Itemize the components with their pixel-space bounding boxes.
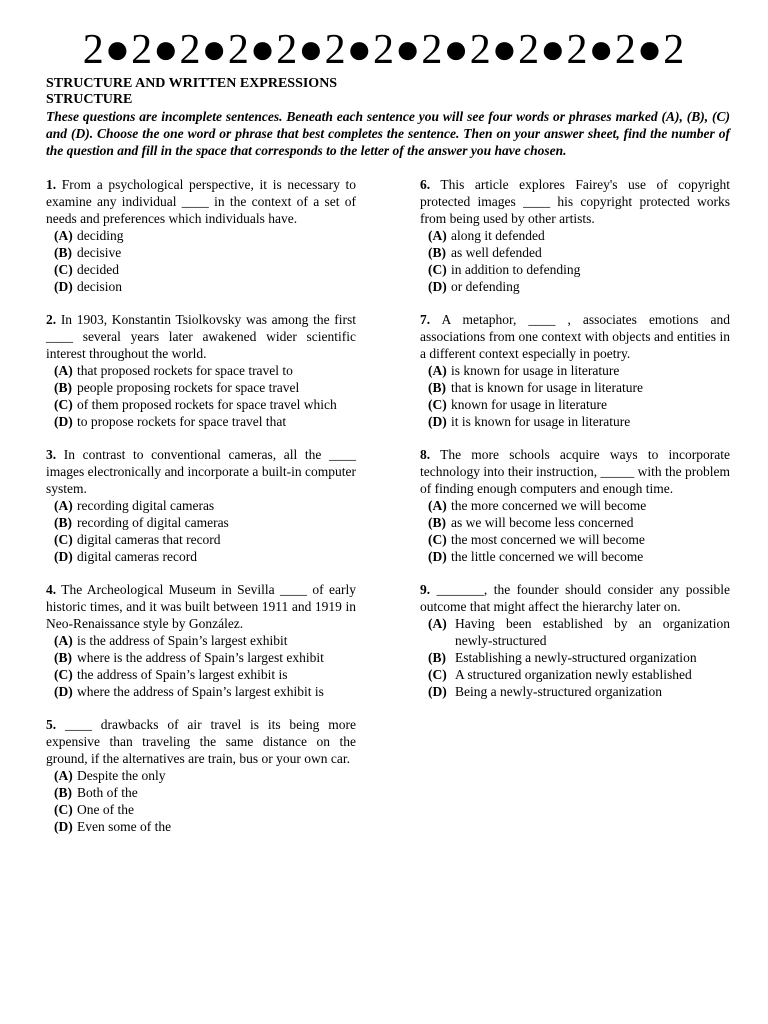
page-number-banner: 2●2●2●2●2●2●2●2●2●2●2●2●2 — [82, 27, 686, 73]
option-a[interactable] — [46, 632, 356, 649]
option-text: A structured organization newly established — [455, 667, 692, 682]
option-d[interactable] — [46, 683, 356, 700]
option-a[interactable] — [420, 615, 730, 649]
answer-options — [420, 615, 730, 700]
option-text: the address of Spain’s largest exhibit is — [77, 667, 288, 682]
question-stem — [46, 446, 356, 497]
question-1 — [46, 176, 356, 295]
option-d[interactable] — [46, 548, 356, 565]
option-b[interactable] — [420, 514, 730, 531]
question-text: From a psychological perspective, it is necessary to examine any individual ____ in the context of a set of needs and preferences which individuals have. — [46, 177, 356, 226]
option-letter: (A) — [54, 498, 73, 513]
option-letter: (C) — [54, 397, 73, 412]
option-c[interactable] — [46, 801, 356, 818]
option-c[interactable] — [46, 666, 356, 683]
option-text: the little concerned we will become — [451, 549, 644, 564]
answer-options — [46, 497, 356, 565]
question-6 — [420, 176, 730, 295]
option-d[interactable] — [420, 413, 730, 430]
question-stem — [46, 581, 356, 632]
right-column — [420, 176, 730, 716]
question-stem — [420, 581, 730, 615]
option-b[interactable] — [46, 244, 356, 261]
question-text: _______, the founder should consider any possible outcome that might affect the hierarchy later on. — [420, 582, 730, 614]
subsection-title: STRUCTURE — [46, 92, 133, 107]
question-9 — [420, 581, 730, 700]
question-text: In contrast to conventional cameras, all the ____ images electronically and incorporate a built-in computer system. — [46, 447, 356, 496]
question-stem — [420, 311, 730, 362]
option-letter: (D) — [54, 549, 73, 564]
option-text: recording digital cameras — [77, 498, 215, 513]
option-text: Being a newly-structured organization — [455, 684, 663, 699]
option-text: is known for usage in literature — [451, 363, 620, 378]
option-b[interactable] — [420, 649, 730, 666]
question-number: 1. — [46, 177, 57, 192]
option-letter: (C) — [54, 532, 73, 547]
option-letter: (A) — [428, 498, 447, 513]
option-letter: (D) — [54, 279, 73, 294]
option-a[interactable] — [46, 227, 356, 244]
option-letter: (A) — [54, 633, 73, 648]
option-b[interactable] — [420, 379, 730, 396]
option-letter: (A) — [54, 228, 73, 243]
question-7 — [420, 311, 730, 430]
option-text: where the address of Spain’s largest exhibit is — [77, 684, 324, 699]
option-text: decided — [77, 262, 119, 277]
option-a[interactable] — [420, 362, 730, 379]
option-text: as well defended — [451, 245, 542, 260]
option-letter: (D) — [54, 684, 73, 699]
option-letter: (B) — [428, 380, 446, 395]
option-text: decision — [77, 279, 122, 294]
option-a[interactable] — [46, 362, 356, 379]
option-c[interactable] — [46, 396, 356, 413]
option-text: people proposing rockets for space travel — [77, 380, 300, 395]
question-number: 7. — [420, 312, 431, 327]
option-text: along it defended — [451, 228, 545, 243]
question-number: 6. — [420, 177, 431, 192]
question-8 — [420, 446, 730, 565]
option-text: that is known for usage in literature — [451, 380, 643, 395]
option-letter: (C) — [428, 532, 447, 547]
option-text: Both of the — [77, 785, 138, 800]
option-c[interactable] — [46, 531, 356, 548]
question-4 — [46, 581, 356, 700]
option-d[interactable] — [46, 278, 356, 295]
option-d[interactable] — [420, 548, 730, 565]
option-b[interactable] — [46, 649, 356, 666]
option-letter: (B) — [428, 245, 446, 260]
question-stem — [420, 176, 730, 227]
question-number: 2. — [46, 312, 57, 327]
option-d[interactable] — [420, 683, 730, 700]
option-text: the more concerned we will become — [451, 498, 647, 513]
option-text: the most concerned we will become — [451, 532, 645, 547]
answer-options — [46, 362, 356, 430]
question-5 — [46, 716, 356, 835]
option-text: where is the address of Spain’s largest exhibit — [77, 650, 324, 665]
option-a[interactable] — [420, 497, 730, 514]
option-text: that proposed rockets for space travel to — [77, 363, 293, 378]
option-d[interactable] — [46, 818, 356, 835]
option-text: known for usage in literature — [451, 397, 607, 412]
instructions: These questions are incomplete sentences. Beneath each sentence you will see four words or phrases marked (A), (B), (C) and (D). Choose the one word or phrase that best completes the sentence. Then on your answer sheet, find the number of the question and fill in the space that corresponds to the letter of the answer you have chosen. — [46, 109, 730, 158]
option-text: digital cameras record — [77, 549, 197, 564]
option-text: of them proposed rockets for space travel which — [77, 397, 337, 412]
question-3 — [46, 446, 356, 565]
option-text: to propose rockets for space travel that — [77, 414, 287, 429]
option-letter: (C) — [428, 667, 447, 682]
option-a[interactable] — [46, 497, 356, 514]
option-d[interactable] — [46, 413, 356, 430]
option-letter: (B) — [428, 515, 446, 530]
question-number: 8. — [420, 447, 431, 462]
option-letter: (D) — [428, 279, 447, 294]
option-c[interactable] — [420, 261, 730, 278]
option-letter: (B) — [54, 515, 72, 530]
answer-options — [420, 497, 730, 565]
option-letter: (A) — [428, 228, 447, 243]
section-title: STRUCTURE AND WRITTEN EXPRESSIONS — [46, 76, 338, 91]
question-text: ____ drawbacks of air travel is its being more expensive than traveling the same distance on the ground, if the alternatives are train, bus or your own car. — [46, 717, 356, 766]
option-letter: (B) — [54, 785, 72, 800]
option-b[interactable] — [420, 244, 730, 261]
option-letter: (C) — [428, 397, 447, 412]
question-text: In 1903, Konstantin Tsiolkovsky was among the first ____ several years later awakened wider scientific interest throughout the world. — [46, 312, 356, 361]
option-letter: (C) — [54, 802, 73, 817]
option-text: One of the — [77, 802, 134, 817]
question-number: 9. — [420, 582, 431, 597]
question-text: The more schools acquire ways to incorporate technology into their instruction, _____ with the problem of finding enough computers and enough time. — [420, 447, 730, 496]
option-text: digital cameras that record — [77, 532, 221, 547]
option-letter: (D) — [428, 684, 447, 699]
answer-options — [420, 227, 730, 295]
question-text: A metaphor, ____ , associates emotions and associations from one context with objects and entities in a different context especially in poetry. — [420, 312, 730, 361]
answer-options — [46, 227, 356, 295]
question-stem — [46, 311, 356, 362]
option-text: decisive — [77, 245, 122, 260]
option-letter: (B) — [54, 380, 72, 395]
option-letter: (B) — [54, 650, 72, 665]
answer-options — [46, 767, 356, 835]
option-text: Establishing a newly-structured organization — [455, 650, 697, 665]
question-number: 4. — [46, 582, 57, 597]
question-stem — [46, 716, 356, 767]
option-letter: (D) — [54, 819, 73, 834]
question-2 — [46, 311, 356, 430]
question-number: 5. — [46, 717, 57, 732]
option-text: or defending — [451, 279, 520, 294]
question-stem — [420, 446, 730, 497]
answer-options — [420, 362, 730, 430]
question-text: This article explores Fairey's use of copyright protected images ____ his copyright protected works from being used by other artists. — [420, 177, 730, 226]
option-b[interactable] — [46, 379, 356, 396]
option-c[interactable] — [46, 261, 356, 278]
option-letter: (C) — [54, 667, 73, 682]
left-column — [46, 176, 356, 851]
question-number: 3. — [46, 447, 57, 462]
option-letter: (C) — [54, 262, 73, 277]
option-letter: (A) — [54, 768, 73, 783]
option-text: deciding — [77, 228, 124, 243]
option-c[interactable] — [420, 531, 730, 548]
option-letter: (A) — [428, 616, 447, 631]
option-b[interactable] — [46, 514, 356, 531]
option-b[interactable] — [46, 784, 356, 801]
option-letter: (D) — [428, 414, 447, 429]
option-a[interactable] — [420, 227, 730, 244]
option-text: Even some of the — [77, 819, 172, 834]
option-text: recording of digital cameras — [77, 515, 229, 530]
option-a[interactable] — [46, 767, 356, 784]
option-text: in addition to defending — [451, 262, 581, 277]
option-letter: (B) — [428, 650, 446, 665]
option-text: as we will become less concerned — [451, 515, 634, 530]
option-letter: (C) — [428, 262, 447, 277]
option-letter: (D) — [428, 549, 447, 564]
option-c[interactable] — [420, 666, 730, 683]
option-letter: (D) — [54, 414, 73, 429]
option-c[interactable] — [420, 396, 730, 413]
answer-options — [46, 632, 356, 700]
question-text: The Archeological Museum in Sevilla ____ of early historic times, and it was built between 1911 and 1919 in Neo-Renaissance style by González. — [46, 582, 356, 631]
option-letter: (B) — [54, 245, 72, 260]
option-d[interactable] — [420, 278, 730, 295]
option-text: Despite the only — [77, 768, 166, 783]
question-stem — [46, 176, 356, 227]
option-text: is the address of Spain’s largest exhibit — [77, 633, 288, 648]
option-text: Having been established by an organization newly-structured — [455, 616, 730, 648]
option-letter: (A) — [54, 363, 73, 378]
option-text: it is known for usage in literature — [451, 414, 631, 429]
option-letter: (A) — [428, 363, 447, 378]
